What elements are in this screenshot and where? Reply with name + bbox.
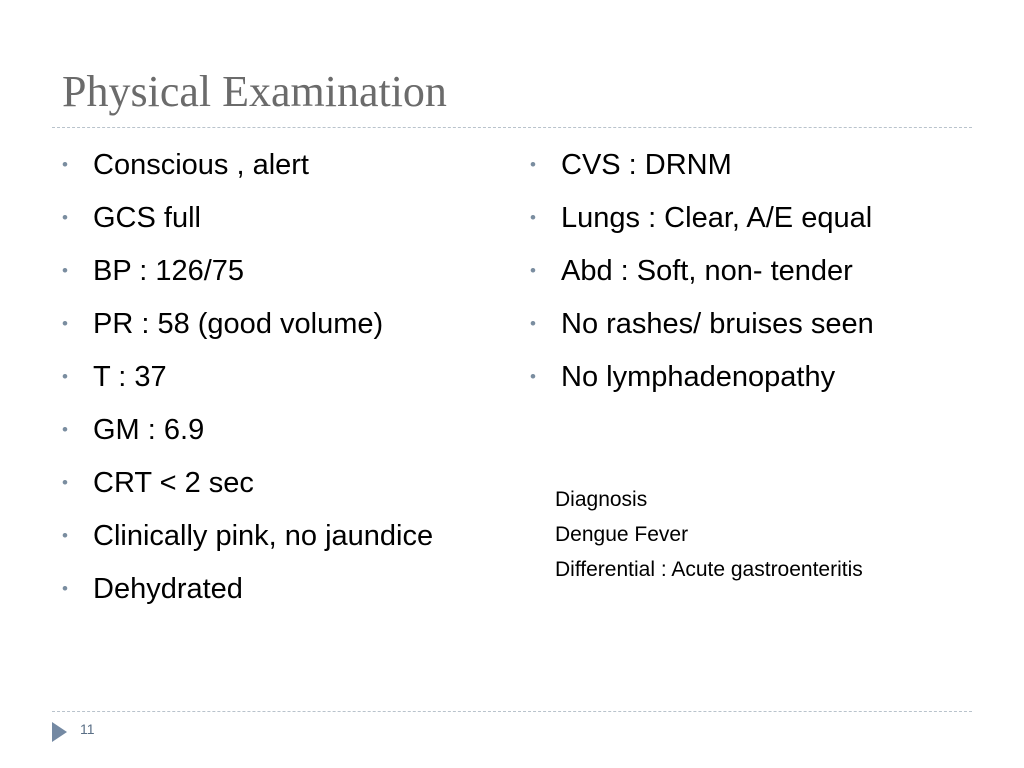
bullet-item [62, 464, 512, 517]
bullet-item [62, 358, 512, 411]
bullet-item [62, 570, 512, 623]
bullet-item [62, 252, 512, 305]
bullet-item [530, 305, 1000, 358]
bullet-text: PR : 58 (good volume) [93, 308, 384, 340]
triangle-right-icon [52, 722, 67, 742]
bullet-text: CVS : DRNM [561, 149, 732, 181]
bullet-icon: • [62, 314, 68, 333]
bullet-text: No lymphadenopathy [561, 361, 836, 393]
title-divider [52, 127, 972, 128]
bullet-text: No rashes/ bruises seen [561, 308, 874, 340]
bullet-text: GCS full [93, 202, 201, 234]
bullet-item [530, 252, 1000, 305]
bullet-icon: • [62, 473, 68, 492]
bullet-text: BP : 126/75 [93, 255, 245, 287]
bullet-text: Abd : Soft, non- tender [561, 255, 853, 287]
bullet-icon: • [62, 579, 68, 598]
bullet-text: CRT < 2 sec [93, 467, 254, 499]
bullet-icon: • [530, 367, 536, 386]
right-bullet-list [530, 146, 1000, 411]
bullet-item [530, 358, 1000, 411]
left-bullet-list [62, 146, 512, 623]
bullet-text: T : 37 [93, 361, 167, 393]
bullet-item [530, 199, 1000, 252]
bullet-item [530, 146, 1000, 199]
diagnosis-primary: Dengue Fever [555, 523, 689, 546]
bullet-text: Conscious , alert [93, 149, 309, 181]
bullet-text: Dehydrated [93, 573, 243, 605]
bullet-icon: • [62, 367, 68, 386]
bullet-icon: • [530, 261, 536, 280]
page-number: 11 [80, 721, 95, 737]
bullet-icon: • [62, 261, 68, 280]
bullet-text: GM : 6.9 [93, 414, 205, 446]
footer-divider [52, 711, 972, 712]
slide-title: Physical Examination [62, 67, 447, 116]
diagnosis-differential: Differential : Acute gastroenteritis [555, 558, 863, 581]
bullet-icon: • [62, 420, 68, 439]
bullet-icon: • [62, 155, 68, 174]
bullet-icon: • [62, 208, 68, 227]
bullet-text: Clinically pink, no jaundice [93, 520, 434, 552]
bullet-icon: • [62, 526, 68, 545]
diagnosis-heading: Diagnosis [555, 488, 648, 511]
bullet-icon: • [530, 208, 536, 227]
bullet-text: Lungs : Clear, A/E equal [561, 202, 873, 234]
bullet-item [62, 517, 512, 570]
bullet-item [62, 199, 512, 252]
bullet-item [62, 146, 512, 199]
bullet-icon: • [530, 155, 536, 174]
bullet-item [62, 411, 512, 464]
diagnosis-block [555, 482, 863, 587]
bullet-item [62, 305, 512, 358]
bullet-icon: • [530, 314, 536, 333]
